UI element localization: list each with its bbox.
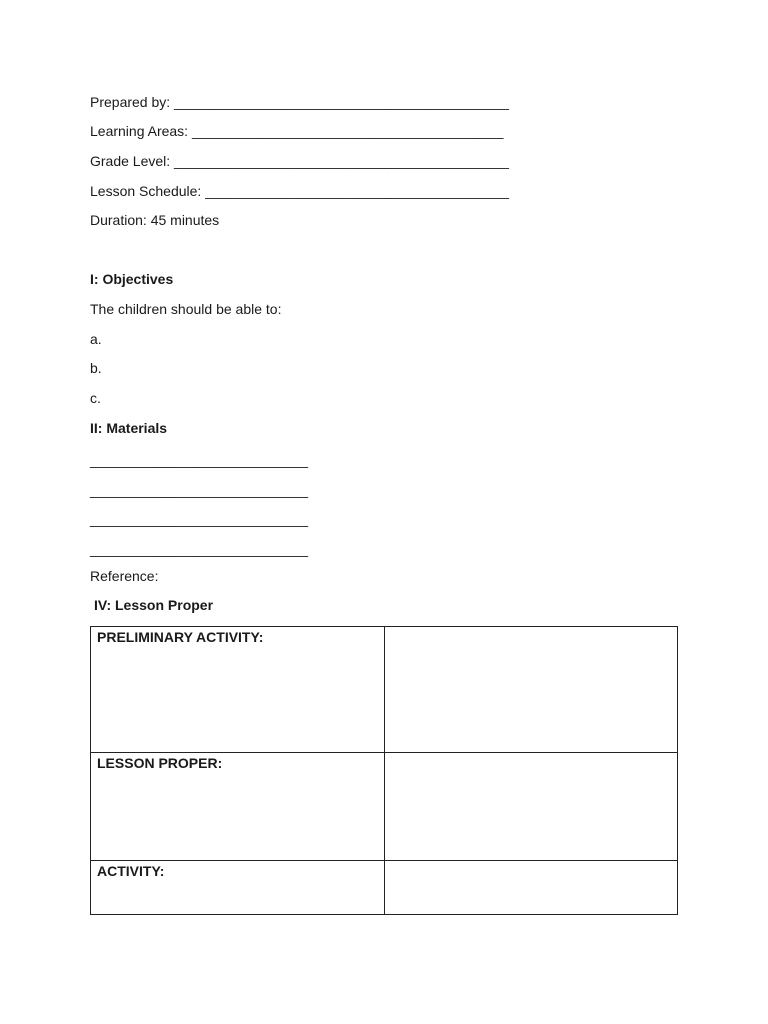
prepared-by-field: Prepared by: ___________________________________________: [90, 94, 509, 110]
objectives-intro: The children should be able to:: [90, 301, 282, 317]
lesson-schedule-field: Lesson Schedule: _______________________________________: [90, 183, 509, 199]
activity-label: ACTIVITY:: [91, 861, 385, 915]
grade-level-field: Grade Level: ___________________________________________: [90, 153, 509, 169]
material-blank-1: ____________________________: [90, 452, 309, 468]
lesson-proper-heading: IV: Lesson Proper: [94, 597, 214, 613]
lesson-proper-content: [385, 753, 678, 861]
lesson-proper-table: [90, 626, 678, 915]
objective-item-c: c.: [90, 390, 101, 406]
activity-content: [385, 861, 678, 915]
material-blank-4: ____________________________: [90, 541, 309, 557]
materials-heading: II: Materials: [90, 420, 168, 436]
table-row: [91, 627, 678, 753]
material-blank-3: ____________________________: [90, 511, 309, 527]
material-blank-2: ____________________________: [90, 482, 309, 498]
learning-areas-field: Learning Areas: ________________________________________: [90, 123, 504, 139]
preliminary-activity-content: [385, 627, 678, 753]
objective-item-b: b.: [90, 360, 102, 376]
duration-text: Duration: 45 minutes: [90, 212, 220, 228]
objectives-heading: I: Objectives: [90, 271, 174, 287]
reference-label: Reference:: [90, 568, 159, 584]
preliminary-activity-label: PRELIMINARY ACTIVITY:: [91, 627, 385, 753]
lesson-proper-label: LESSON PROPER:: [91, 753, 385, 861]
table-row: [91, 861, 678, 915]
objective-item-a: a.: [90, 331, 102, 347]
table-row: [91, 753, 678, 861]
